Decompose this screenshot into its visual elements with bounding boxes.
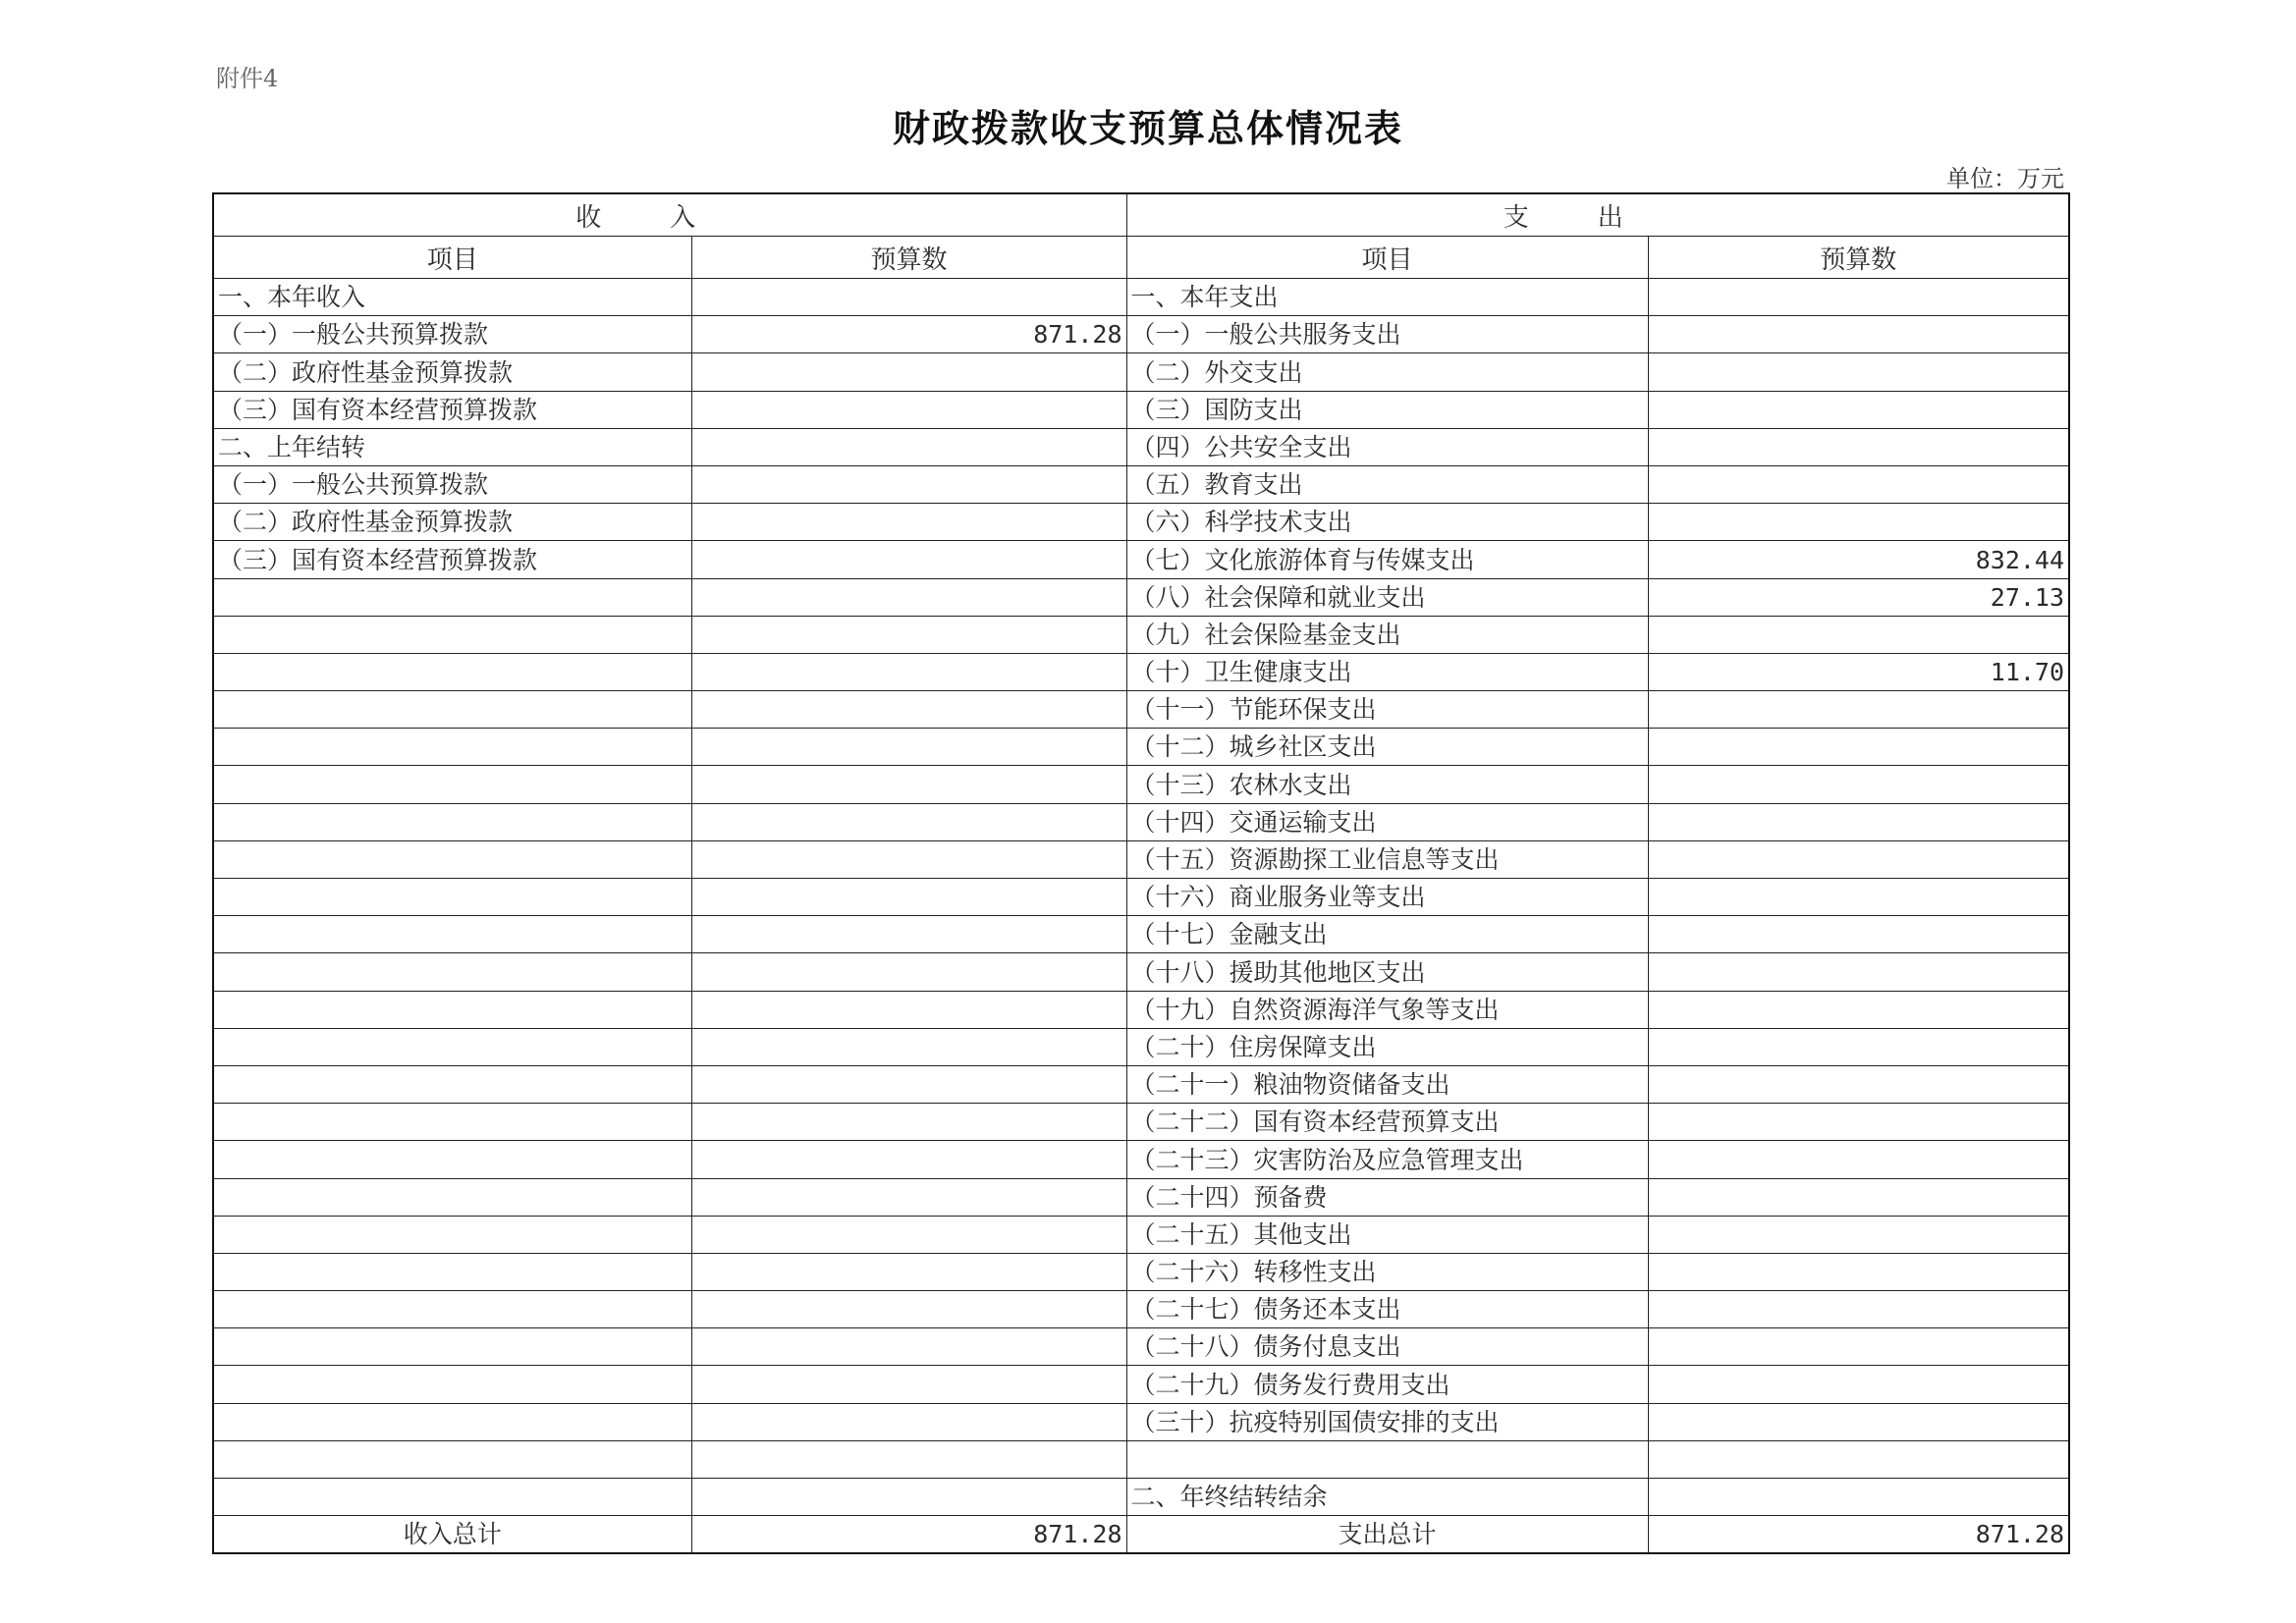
income-item-cell: [213, 729, 691, 766]
income-amount-cell: [691, 1104, 1126, 1141]
income-amount-cell: [691, 879, 1126, 916]
expense-item-cell: （四）公共安全支出: [1126, 428, 1648, 465]
expense-section-header: 支出: [1126, 193, 2069, 237]
income-amount-cell: [691, 1028, 1126, 1065]
income-total-label: 收入总计: [213, 1516, 691, 1554]
expense-amount-cell: [1648, 1403, 2069, 1440]
expense-item-cell: （十九）自然资源海洋气象等支出: [1126, 991, 1648, 1028]
income-item-cell: [213, 766, 691, 803]
expense-amount-cell: [1648, 1479, 2069, 1516]
income-amount-cell: [691, 1178, 1126, 1216]
expense-amount-cell: 11.70: [1648, 653, 2069, 690]
income-amount-cell: [691, 991, 1126, 1028]
table-row: [213, 653, 2069, 690]
expense-amount-cell: [1648, 1104, 2069, 1141]
expense-item-cell: （二十六）转移性支出: [1126, 1253, 1648, 1290]
income-item-cell: [213, 1366, 691, 1403]
expense-amount-cell: [1648, 1440, 2069, 1478]
expense-amount-cell: [1648, 316, 2069, 353]
table-row: [213, 1479, 2069, 1516]
income-item-cell: [213, 840, 691, 878]
income-item-cell: [213, 953, 691, 991]
income-amount-header: 预算数: [691, 237, 1126, 279]
income-item-cell: [213, 1065, 691, 1103]
expense-amount-cell: [1648, 465, 2069, 503]
expense-item-cell: （九）社会保险基金支出: [1126, 616, 1648, 653]
expense-item-cell: （二十）住房保障支出: [1126, 1028, 1648, 1065]
income-item-cell: （三）国有资本经营预算拨款: [213, 541, 691, 578]
table-row: [213, 391, 2069, 428]
income-item-cell: 二、上年结转: [213, 428, 691, 465]
income-amount-cell: [691, 1216, 1126, 1253]
expense-item-cell: （二十八）债务付息支出: [1126, 1328, 1648, 1366]
income-item-cell: [213, 991, 691, 1028]
table-row: [213, 1065, 2069, 1103]
income-item-cell: [213, 653, 691, 690]
income-amount-cell: [691, 1141, 1126, 1178]
expense-amount-cell: [1648, 1216, 2069, 1253]
table-row: [213, 1104, 2069, 1141]
income-amount-cell: [691, 1440, 1126, 1478]
income-item-cell: [213, 1403, 691, 1440]
income-item-cell: （二）政府性基金预算拨款: [213, 353, 691, 391]
income-item-cell: [213, 1479, 691, 1516]
expense-item-cell: 二、年终结转结余: [1126, 1479, 1648, 1516]
income-item-cell: [213, 803, 691, 840]
table-row: [213, 991, 2069, 1028]
expense-amount-cell: [1648, 953, 2069, 991]
expense-item-cell: （二十四）预备费: [1126, 1178, 1648, 1216]
expense-amount-cell: [1648, 353, 2069, 391]
table-row: [213, 879, 2069, 916]
table-row: [213, 428, 2069, 465]
expense-amount-cell: 27.13: [1648, 578, 2069, 616]
income-amount-cell: [691, 1403, 1126, 1440]
income-amount-cell: [691, 1328, 1126, 1366]
expense-item-cell: （二）外交支出: [1126, 353, 1648, 391]
expense-item-cell: （八）社会保障和就业支出: [1126, 578, 1648, 616]
income-amount-cell: [691, 428, 1126, 465]
income-amount-cell: [691, 578, 1126, 616]
table-row: [213, 1178, 2069, 1216]
expense-item-cell: [1126, 1440, 1648, 1478]
attachment-label: 附件4: [216, 65, 279, 92]
expense-amount-cell: [1648, 1291, 2069, 1328]
expense-item-cell: （二十五）其他支出: [1126, 1216, 1648, 1253]
table-row: [213, 1253, 2069, 1290]
expense-item-cell: （五）教育支出: [1126, 465, 1648, 503]
expense-item-cell: （二十九）债务发行费用支出: [1126, 1366, 1648, 1403]
income-item-cell: [213, 1440, 691, 1478]
expense-item-cell: （二十七）债务还本支出: [1126, 1291, 1648, 1328]
income-amount-cell: [691, 691, 1126, 729]
expense-item-cell: 一、本年支出: [1126, 279, 1648, 316]
expense-total-amount: 871.28: [1648, 1516, 2069, 1554]
expense-item-cell: （十）卫生健康支出: [1126, 653, 1648, 690]
expense-amount-cell: [1648, 1141, 2069, 1178]
expense-amount-cell: [1648, 1028, 2069, 1065]
expense-total-label: 支出总计: [1126, 1516, 1648, 1554]
income-item-cell: [213, 1216, 691, 1253]
income-amount-cell: [691, 1253, 1126, 1290]
expense-amount-cell: [1648, 879, 2069, 916]
unit-label: 单位：万元: [1946, 165, 2064, 192]
expense-item-cell: （十三）农林水支出: [1126, 766, 1648, 803]
expense-item-cell: （二十三）灾害防治及应急管理支出: [1126, 1141, 1648, 1178]
income-amount-cell: [691, 1479, 1126, 1516]
income-item-cell: （二）政府性基金预算拨款: [213, 504, 691, 541]
income-item-cell: （三）国有资本经营预算拨款: [213, 391, 691, 428]
expense-item-cell: （二十一）粮油物资储备支出: [1126, 1065, 1648, 1103]
income-total-amount: 871.28: [691, 1516, 1126, 1554]
income-amount-cell: [691, 803, 1126, 840]
table-row: [213, 616, 2069, 653]
table-row: [213, 1291, 2069, 1328]
income-item-cell: [213, 879, 691, 916]
income-amount-cell: [691, 1291, 1126, 1328]
expense-amount-cell: [1648, 391, 2069, 428]
table-row: [213, 504, 2069, 541]
table-row: [213, 1328, 2069, 1366]
income-item-cell: [213, 1178, 691, 1216]
income-item-cell: [213, 1141, 691, 1178]
expense-amount-cell: [1648, 1366, 2069, 1403]
income-amount-cell: [691, 279, 1126, 316]
income-item-cell: [213, 578, 691, 616]
budget-table: [212, 192, 2070, 1554]
income-amount-cell: [691, 541, 1126, 578]
income-amount-cell: [691, 504, 1126, 541]
table-row: [213, 578, 2069, 616]
expense-amount-cell: 832.44: [1648, 541, 2069, 578]
income-item-header: 项目: [213, 237, 691, 279]
expense-amount-cell: [1648, 1065, 2069, 1103]
income-amount-cell: [691, 616, 1126, 653]
income-amount-cell: [691, 1065, 1126, 1103]
expense-item-cell: （十六）商业服务业等支出: [1126, 879, 1648, 916]
income-item-cell: [213, 1328, 691, 1366]
income-section-header: 收入: [213, 193, 1126, 237]
expense-amount-cell: [1648, 428, 2069, 465]
table-row: [213, 916, 2069, 953]
income-item-cell: （一）一般公共预算拨款: [213, 316, 691, 353]
table-row: [213, 1141, 2069, 1178]
table-row: [213, 840, 2069, 878]
expense-amount-cell: [1648, 1178, 2069, 1216]
expense-item-cell: （一）一般公共服务支出: [1126, 316, 1648, 353]
table-row: [213, 279, 2069, 316]
expense-amount-cell: [1648, 840, 2069, 878]
income-amount-cell: 871.28: [691, 316, 1126, 353]
income-item-cell: [213, 691, 691, 729]
income-item-cell: [213, 1104, 691, 1141]
table-row: [213, 953, 2069, 991]
income-item-cell: [213, 1028, 691, 1065]
table-row: [213, 766, 2069, 803]
table-row: [213, 1403, 2069, 1440]
income-amount-cell: [691, 653, 1126, 690]
expense-item-cell: （二十二）国有资本经营预算支出: [1126, 1104, 1648, 1141]
table-row: [213, 1028, 2069, 1065]
expense-amount-cell: [1648, 616, 2069, 653]
income-item-cell: 一、本年收入: [213, 279, 691, 316]
income-amount-cell: [691, 391, 1126, 428]
expense-amount-cell: [1648, 991, 2069, 1028]
income-amount-cell: [691, 353, 1126, 391]
expense-amount-header: 预算数: [1648, 237, 2069, 279]
expense-item-cell: （三十）抗疫特别国债安排的支出: [1126, 1403, 1648, 1440]
income-amount-cell: [691, 840, 1126, 878]
expense-amount-cell: [1648, 766, 2069, 803]
expense-amount-cell: [1648, 729, 2069, 766]
expense-amount-cell: [1648, 691, 2069, 729]
expense-amount-cell: [1648, 916, 2069, 953]
table-row: [213, 1440, 2069, 1478]
expense-item-cell: （七）文化旅游体育与传媒支出: [1126, 541, 1648, 578]
expense-item-cell: （十一）节能环保支出: [1126, 691, 1648, 729]
expense-item-cell: （六）科学技术支出: [1126, 504, 1648, 541]
table-row: [213, 465, 2069, 503]
expense-item-cell: （十八）援助其他地区支出: [1126, 953, 1648, 991]
expense-item-cell: （十四）交通运输支出: [1126, 803, 1648, 840]
income-item-cell: [213, 916, 691, 953]
expense-item-header: 项目: [1126, 237, 1648, 279]
income-item-cell: （一）一般公共预算拨款: [213, 465, 691, 503]
table-row: [213, 729, 2069, 766]
table-row: [213, 1216, 2069, 1253]
table-row: [213, 1366, 2069, 1403]
expense-amount-cell: [1648, 1328, 2069, 1366]
expense-item-cell: （十五）资源勘探工业信息等支出: [1126, 840, 1648, 878]
table-row: [213, 541, 2069, 578]
table-row: [213, 691, 2069, 729]
table-row: [213, 316, 2069, 353]
income-amount-cell: [691, 766, 1126, 803]
income-item-cell: [213, 1291, 691, 1328]
income-amount-cell: [691, 1366, 1126, 1403]
income-item-cell: [213, 1253, 691, 1290]
expense-item-cell: （三）国防支出: [1126, 391, 1648, 428]
page-title: 财政拨款收支预算总体情况表: [892, 106, 1403, 150]
totals-row: [213, 1516, 2069, 1554]
expense-amount-cell: [1648, 279, 2069, 316]
income-amount-cell: [691, 953, 1126, 991]
expense-amount-cell: [1648, 803, 2069, 840]
income-item-cell: [213, 616, 691, 653]
expense-amount-cell: [1648, 504, 2069, 541]
income-amount-cell: [691, 465, 1126, 503]
expense-amount-cell: [1648, 1253, 2069, 1290]
table-row: [213, 353, 2069, 391]
income-amount-cell: [691, 916, 1126, 953]
expense-item-cell: （十七）金融支出: [1126, 916, 1648, 953]
table-row: [213, 803, 2069, 840]
income-amount-cell: [691, 729, 1126, 766]
expense-item-cell: （十二）城乡社区支出: [1126, 729, 1648, 766]
